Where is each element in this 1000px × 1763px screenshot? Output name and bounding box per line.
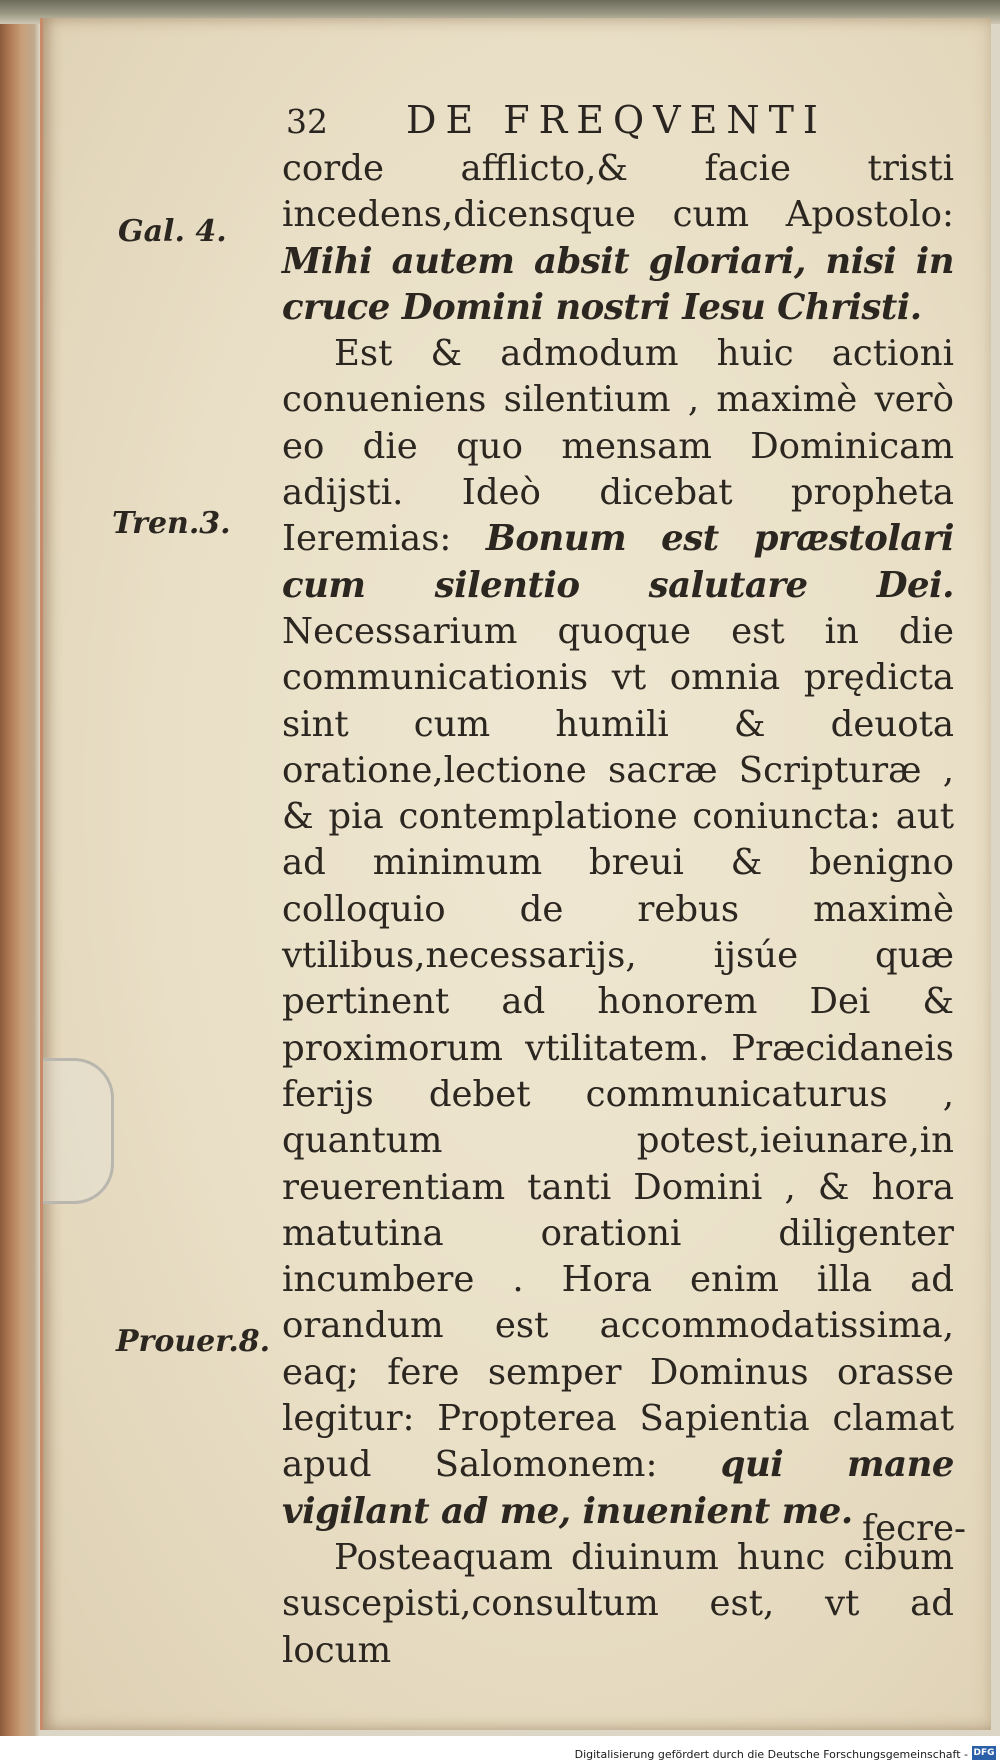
paragraph-1 — [282, 146, 954, 331]
running-head: DE FREQVENTI — [406, 98, 827, 142]
margin-note-prover: Prouer.8. — [116, 1324, 271, 1359]
footer-credit: Digitalisierung gefördert durch die Deutsche Forschungsgemeinschaft - — [574, 1748, 968, 1761]
body-text — [282, 146, 954, 1674]
paragraph-2-quote-b: qui mane vigilant ad me, inuenient me. — [282, 1444, 954, 1532]
dfg-logo: DFG — [973, 1748, 995, 1758]
margin-note-gal: Gal. 4. — [118, 214, 227, 249]
paragraph-2 — [282, 331, 954, 1535]
page-header — [286, 98, 846, 148]
catchword: fecre- — [861, 1508, 966, 1549]
paragraph-2-text-b: Necessarium quoque est in die communicationis vt omnia prędicta sint cum humili & deuota oratione,lectione sacræ Scripturæ , & pia contemplatione coniuncta: aut ad minimum breui & benigno colloquio de rebus maximè vtilibus,necessarijs, ijsúe quæ pertinent ad honorem Dei & proximorum vtilitatem. Præcidaneis ferijs debet communicaturus , quantum potest,ieiunare,in reuerentiam tanti Domini , & hora matutina orationi diligenter incumbere . Hora enim illa ad orandum est accommodatissima, eaq; fere semper Dominus orasse legitur: Propterea Sapientia clamat apud Salomonem: — [282, 610, 954, 1486]
paragraph-2-text-a: Est & admodum huic actioni conueniens silentium , maximè verò eo die quo mensam Dominicam adijsti. Ideò dicebat propheta Ieremias: — [282, 333, 954, 560]
page-number: 32 — [286, 102, 328, 141]
paragraph-1-quote: Mihi autem absit gloriari, nisi in cruce Domini nostri Iesu Christi. — [282, 240, 954, 328]
paragraph-3-text: Posteaquam diuinum hunc cibum suscepisti,consultum est, vt ad locum — [282, 1536, 954, 1671]
margin-note-tren: Tren.3. — [112, 506, 231, 541]
paragraph-1-text: corde afflicto,& facie tristi incedens,dicensque cum Apostolo: — [282, 148, 954, 236]
paragraph-3 — [282, 1535, 954, 1674]
page-clip — [43, 1058, 114, 1204]
paragraph-2-quote-a: Bonum est præstolari cum silentio salutare Dei. — [282, 518, 954, 606]
